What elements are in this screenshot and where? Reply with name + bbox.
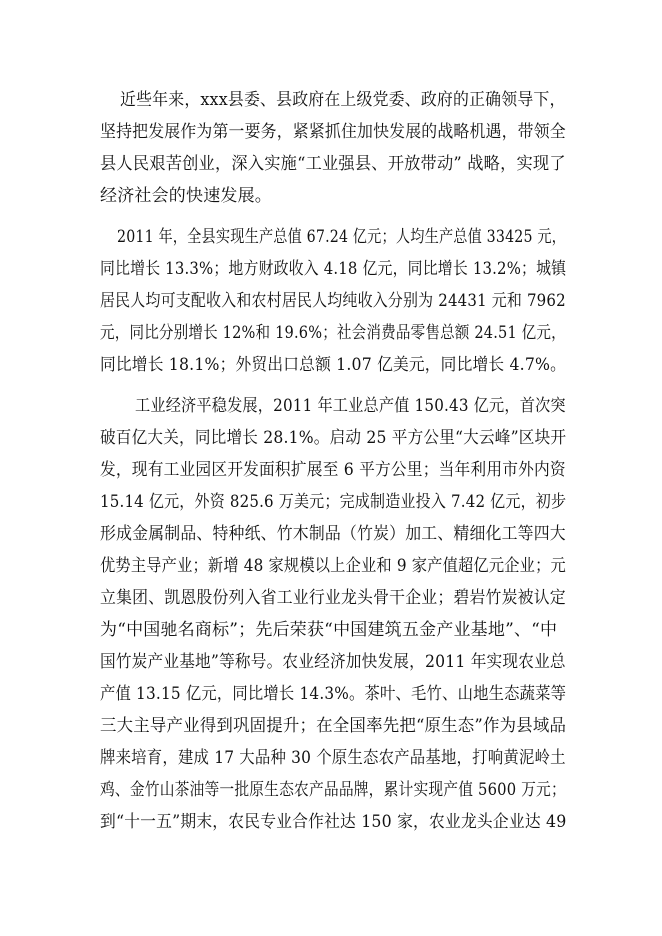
text-line: 优势主导产业；新增 48 家规模以上企业和 9 家产值超亿元企业；元 — [100, 556, 566, 576]
text-line: 国竹炭产业基地”等称号。农业经济加快发展，2011 年实现农业总 — [100, 652, 566, 672]
text-line: 发，现有工业园区开发面积扩展至 6 平方公里；当年利用市外内资 — [100, 460, 566, 480]
text-line: 牌来培育，建成 17 大品种 30 个原生态农产品基地，打响黄泥岭土 — [100, 748, 566, 768]
text-line: 坚持把发展作为第一要务，紧紧抓住加快发展的战略机遇，带领全 — [100, 122, 566, 142]
text-line: 同比增长 18.1%；外贸出口总额 1.07 亿美元，同比增长 4.7%。 — [100, 355, 567, 375]
text-line: 县人民艰苦创业，深入实施“工业强县、开放带动” 战略，实现了 — [100, 154, 566, 174]
text-line: 破百亿大关，同比增长 28.1%。启动 25 平方公里“大云峰”区块开 — [100, 428, 567, 448]
text-line: 到“十一五”期末，农民专业合作社达 150 家，农业龙头企业达 49 — [100, 812, 567, 832]
text-line: 元，同比分别增长 12%和 19.6%；社会消费品零售总额 24.51 亿元， — [100, 323, 566, 343]
text-line: 鸡、金竹山茶油等一批原生态农产品品牌，累计实现产值 5600 万元； — [100, 780, 566, 800]
text-line: 15.14 亿元，外资 825.6 万美元；完成制造业投入 7.42 亿元，初步 — [100, 492, 567, 512]
text-line: 产值 13.15 亿元，同比增长 14.3%。茶叶、毛竹、山地生态蔬菜等 — [100, 684, 567, 704]
text-line: 经济社会的快速发展。 — [100, 186, 272, 206]
text-line: 为“中国驰名商标”；先后荣获“中国建筑五金产业基地”、“中 — [100, 620, 558, 640]
text-line: 居民人均可支配收入和农村居民人均纯收入分别为 24431 元和 7962 — [100, 291, 566, 311]
text-line: 2011 年，全县实现生产总值 67.24 亿元；人均生产总值 33425 元， — [117, 227, 567, 247]
text-line: 形成金属制品、特种纸、竹木制品（竹炭）加工、精细化工等四大 — [100, 524, 566, 544]
text-line: 工业经济平稳发展，2011 年工业总产值 150.43 亿元，首次突 — [135, 396, 566, 416]
text-line: 立集团、凯恩股份列入省工业行业龙头骨干企业；碧岩竹炭被认定 — [100, 588, 566, 608]
text-line: 同比增长 13.3%；地方财政收入 4.18 亿元，同比增长 13.2%；城镇 — [100, 259, 567, 279]
text-line: 近些年来，xxx县委、县政府在上级党委、政府的正确领导下， — [120, 90, 566, 110]
text-line: 三大主导产业得到巩固提升；在全国率先把“原生态”作为县域品 — [100, 716, 567, 736]
